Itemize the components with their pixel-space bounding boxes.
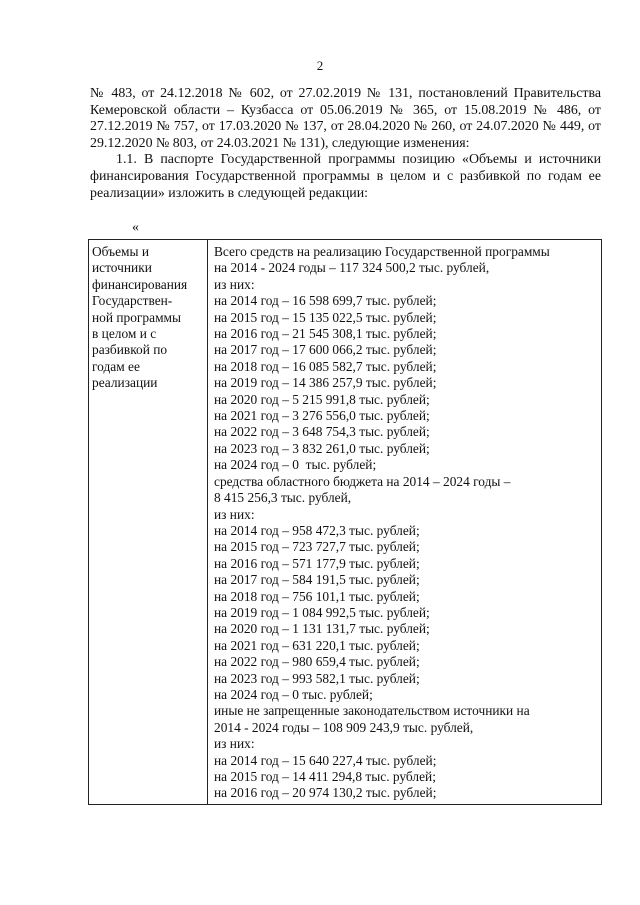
financing-line: на 2014 - 2024 годы – 117 324 500,2 тыс. рублей, <box>214 260 490 276</box>
financing-line: на 2018 год – 16 085 582,7 тыс. рублей; <box>214 358 437 374</box>
financing-line: на 2020 год – 5 215 991,8 тыс. рублей; <box>214 391 430 407</box>
financing-line: на 2017 год – 17 600 066,2 тыс. рублей; <box>214 342 437 358</box>
intro-paragraph-1: № 483, от 24.12.2018 № 602, от 27.02.2019 № 131, постановлений Правительства Кемеровской области – Кузбасса от 05.06.2019 № 365, от 15.08.2019 № 486, от 27.12.2019 № 757, от 17.03.2020 № 137, от 28.04.2020 № 260, от 24.07.2020 № 449, от 29.12.2020 № 803, от 24.03.2021 № 131), следующие изменения: <box>90 86 601 151</box>
financing-line: на 2014 год – 958 472,3 тыс. рублей; <box>214 522 420 538</box>
financing-line: 8 415 256,3 тыс. рублей, <box>214 490 352 506</box>
financing-line: 2014 - 2024 годы – 108 909 243,9 тыс. рублей, <box>214 719 474 735</box>
financing-line: иные не запрещенные законодательством источники на <box>214 703 530 719</box>
left-cell-line: финансирования <box>92 276 188 292</box>
financing-line: на 2021 год – 631 220,1 тыс. рублей; <box>214 637 420 653</box>
financing-line: на 2023 год – 993 582,1 тыс. рублей; <box>214 670 420 686</box>
financing-line: на 2024 год – 0 тыс. рублей; <box>214 686 373 702</box>
intro-text <box>90 86 601 202</box>
financing-line: на 2023 год – 3 832 261,0 тыс. рублей; <box>214 440 430 456</box>
financing-table <box>88 239 602 805</box>
opening-quote: « <box>132 220 139 235</box>
position-name-cell <box>89 240 208 805</box>
financing-line: на 2022 год – 3 648 754,3 тыс. рублей; <box>214 424 430 440</box>
financing-line: Всего средств на реализацию Государственной программы <box>214 244 550 259</box>
left-cell-line: Государствен- <box>92 293 173 309</box>
financing-line: из них: <box>214 506 255 522</box>
financing-line: на 2020 год – 1 131 131,7 тыс. рублей; <box>214 621 430 637</box>
financing-line: на 2014 год – 15 640 227,4 тыс. рублей; <box>214 752 437 768</box>
financing-line: на 2018 год – 756 101,1 тыс. рублей; <box>214 588 420 604</box>
left-cell-line: годам ее <box>92 358 140 374</box>
left-cell-line: реализации <box>92 375 158 391</box>
financing-line: из них: <box>214 276 255 292</box>
financing-line: на 2016 год – 21 545 308,1 тыс. рублей; <box>214 326 437 342</box>
financing-line: на 2015 год – 723 727,7 тыс. рублей; <box>214 539 420 555</box>
financing-line: на 2017 год – 584 191,5 тыс. рублей; <box>214 572 420 588</box>
financing-line: на 2019 год – 1 084 992,5 тыс. рублей; <box>214 604 430 620</box>
financing-line: средства областного бюджета на 2014 – 2024 годы – <box>214 473 511 489</box>
financing-line: на 2019 год – 14 386 257,9 тыс. рублей; <box>214 375 437 391</box>
financing-line: на 2014 год – 16 598 699,7 тыс. рублей; <box>214 293 437 309</box>
financing-line: на 2021 год – 3 276 556,0 тыс. рублей; <box>214 408 430 424</box>
financing-line: на 2016 год – 20 974 130,2 тыс. рублей; <box>214 785 437 801</box>
financing-line: на 2015 год – 14 411 294,8 тыс. рублей; <box>214 769 436 784</box>
page-number: 2 <box>316 58 324 73</box>
financing-line: на 2016 год – 571 177,9 тыс. рублей; <box>214 555 420 571</box>
table-row <box>89 240 602 805</box>
financing-line: на 2015 год – 15 135 022,5 тыс. рублей; <box>214 309 437 325</box>
financing-line: на 2022 год – 980 659,4 тыс. рублей; <box>214 654 420 670</box>
financing-line: из них: <box>214 736 255 752</box>
left-cell-line: в целом и с <box>92 326 157 342</box>
left-cell-line: источники <box>92 260 152 276</box>
left-cell-line: разбивкой по <box>92 342 168 358</box>
financing-line: на 2024 год – 0 тыс. рублей; <box>214 457 377 473</box>
left-cell-line: Объемы и <box>92 244 150 259</box>
intro-paragraph-2: 1.1. В паспорте Государственной программы позицию «Объемы и источники финансирования Государственной программы в целом и с разбивкой по годам ее реализации» изложить в следующей редакции: <box>90 152 601 201</box>
left-cell-line: ной программы <box>92 309 182 325</box>
financing-values-cell <box>208 240 602 805</box>
